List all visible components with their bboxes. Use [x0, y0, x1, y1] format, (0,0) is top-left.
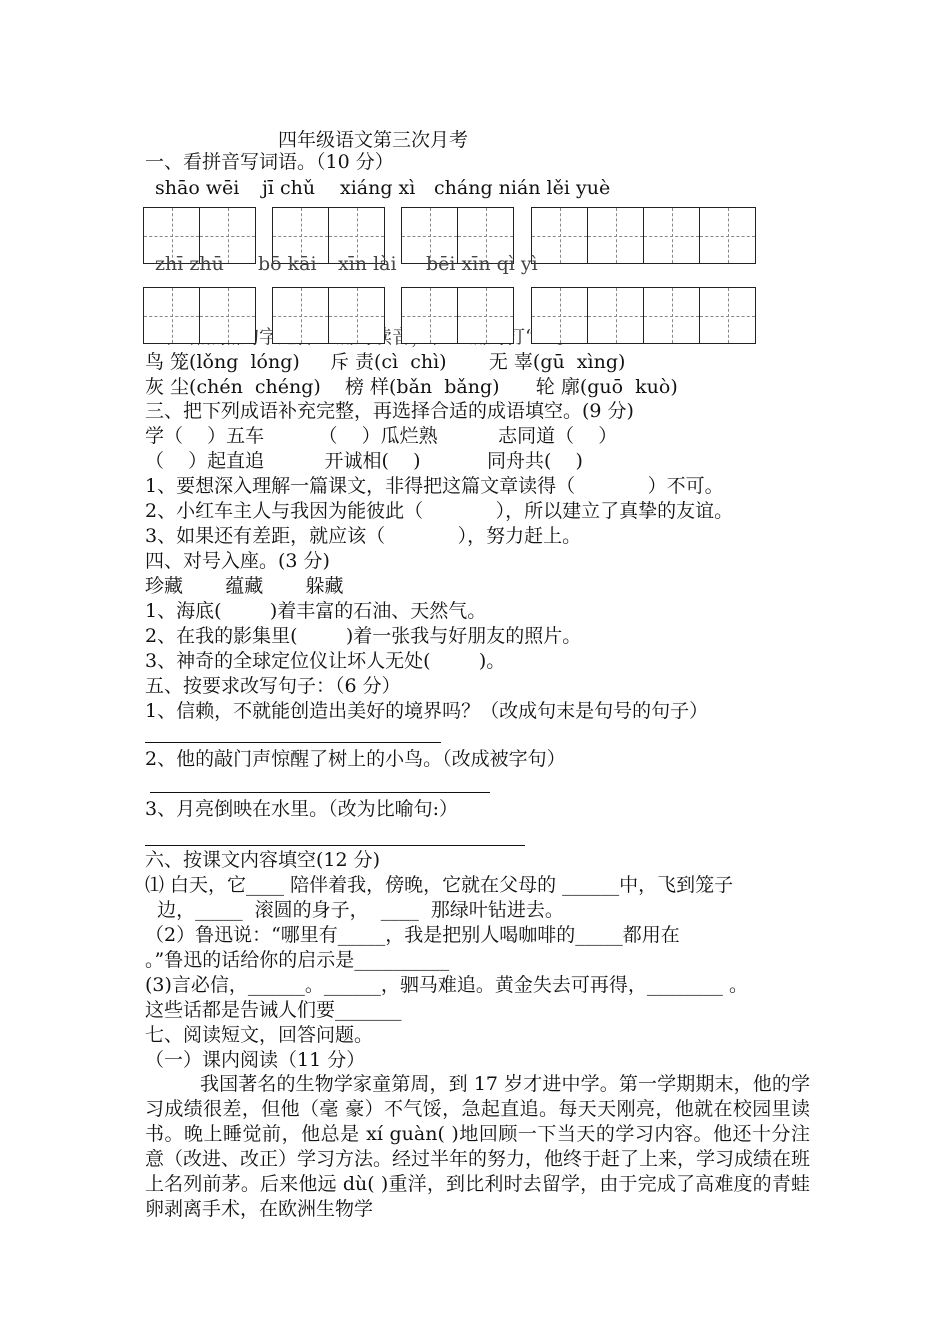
recite-question-2a: （2）鲁迅说：“哪里有_____，我是把别人喝咖啡的_____都用在	[145, 924, 680, 946]
grid-cell[interactable]	[643, 287, 700, 344]
idiom-question-2: 2、小红车主人与我因为能彼此（ ），所以建立了真挚的友谊。	[145, 500, 734, 522]
grid-cell[interactable]	[401, 287, 458, 344]
idioms-row-1: 学（ ）五车 （ ）瓜烂熟 志同道（ ）	[145, 425, 618, 447]
rewrite-question-2: 2、他的敲门声惊醒了树上的小鸟。（改成被字句）	[145, 748, 566, 770]
grid-cell[interactable]	[457, 287, 514, 344]
idiom-question-3: 3、如果还有差距，就应该（ ），努力赶上。	[145, 525, 582, 547]
grid-cell[interactable]	[699, 287, 756, 344]
pinyin-ji-chu: jī chǔ	[262, 177, 316, 199]
answer-line-2[interactable]	[150, 792, 490, 793]
reading-subheading: （一）课内阅读（11 分）	[145, 1049, 366, 1071]
word-choices: 珍藏 蕴藏 躲藏	[145, 575, 344, 597]
pinyin-shao-wei: shāo wēi	[155, 177, 240, 199]
pronunciation-row-1: 鸟 笼(lǒng lóng) 斥 责(cì chì) 无 辜(gū xìng)	[145, 351, 626, 373]
recite-question-3a: (3)言必信，______。______，驷马难追。黄金失去可再得，________ 。	[145, 974, 748, 996]
grid-cell[interactable]	[699, 207, 756, 264]
pinyin-zhi-zhu: zhī zhū	[155, 253, 224, 275]
recite-question-1a: ⑴ 白天，它____ 陪伴着我，傍晚，它就在父母的 ______中，飞到笼子	[145, 874, 734, 896]
pronunciation-row-2: 灰 尘(chén chéng) 榜 样(bǎn bǎng) 轮 廓(guō kuò)	[145, 376, 678, 398]
writing-grid-6[interactable]	[272, 287, 385, 344]
pinyin-xiang-xi: xiáng xì	[340, 177, 416, 199]
pinyin-chang-nian-lei-yue: cháng nián lěi yuè	[434, 177, 611, 199]
writing-grid-7[interactable]	[401, 287, 514, 344]
grid-cell[interactable]	[531, 207, 588, 264]
pinyin-bo-kai: bō kāi	[258, 253, 317, 275]
recite-question-3b: 这些话都是告诫人们要_______	[145, 999, 402, 1021]
recite-question-1b: 边，_____ 滚圆的身子， ____ 那绿叶钻进去。	[145, 899, 564, 921]
section-1-heading: 一、看拼音写词语。（10 分）	[145, 151, 394, 173]
grid-cell[interactable]	[199, 287, 256, 344]
writing-grid-5[interactable]	[143, 287, 256, 344]
grid-cell[interactable]	[272, 287, 329, 344]
idiom-question-1: 1、要想深入理解一篇课文，非得把这篇文章读得（ ）不可。	[145, 475, 724, 497]
section-7-heading: 七、阅读短文，回答问题。	[145, 1024, 374, 1046]
rewrite-question-1: 1、信赖，不就能创造出美好的境界吗？（改成句末是句号的句子）	[145, 700, 709, 722]
grid-cell[interactable]	[587, 207, 644, 264]
writing-grid-4[interactable]	[531, 207, 756, 264]
grid-cell[interactable]	[531, 287, 588, 344]
page-title: 四年级语文第三次月考	[278, 129, 469, 151]
grid-cell[interactable]	[643, 207, 700, 264]
recite-question-2b: 。”鲁迅的话给你的启示是__________	[145, 949, 450, 971]
section-3-heading: 三、把下列成语补充完整，再选择合适的成语填空。(9 分)	[145, 400, 634, 422]
pinyin-bei-xin-qi-yi: bēi xīn qì yì	[426, 253, 538, 275]
pinyin-xin-lai: xīn lài	[338, 253, 397, 275]
idioms-row-2: （ ）起直追 开诚相( ) 同舟共( )	[145, 450, 583, 472]
reading-passage: 我国著名的生物学家童第周，到 17 岁才进中学。第一学期期末，他的学习成绩很差，但他（毫 豪）不气馁，急起直追。每天天刚亮，他就在校园里读书。晚上睡觉前，他总是 xí guàn( )地回顾一下当天的学习内容。他还十分注意（改进、改正）学习方法。经过半年的努力，他终于赶了上来，学习成绩在班上名列前茅。后来他远 dù( )重洋，到比利时去留学，由于完成了高难度的青蛙卵剥离手术，在欧洲生物学	[145, 1073, 811, 1220]
fill-question-1: 1、海底( )着丰富的石油、天然气。	[145, 600, 487, 622]
section-6-heading: 六、按课文内容填空(12 分)	[145, 849, 381, 871]
grid-cell[interactable]	[328, 287, 385, 344]
fill-question-3: 3、神奇的全球定位仪让坏人无处( )。	[145, 650, 506, 672]
grid-cell[interactable]	[587, 287, 644, 344]
answer-line-3[interactable]	[145, 845, 525, 846]
section-5-heading: 五、按要求改写句子：（6 分）	[145, 675, 401, 697]
section-4-heading: 四、对号入座。(3 分)	[145, 550, 330, 572]
rewrite-question-3: 3、月亮倒映在水里。（改为比喻句:）	[145, 798, 458, 820]
answer-line-1[interactable]	[145, 742, 441, 743]
grid-cell[interactable]	[143, 287, 200, 344]
writing-grid-8[interactable]	[531, 287, 756, 344]
fill-question-2: 2、在我的影集里( )着一张我与好朋友的照片。	[145, 625, 582, 647]
